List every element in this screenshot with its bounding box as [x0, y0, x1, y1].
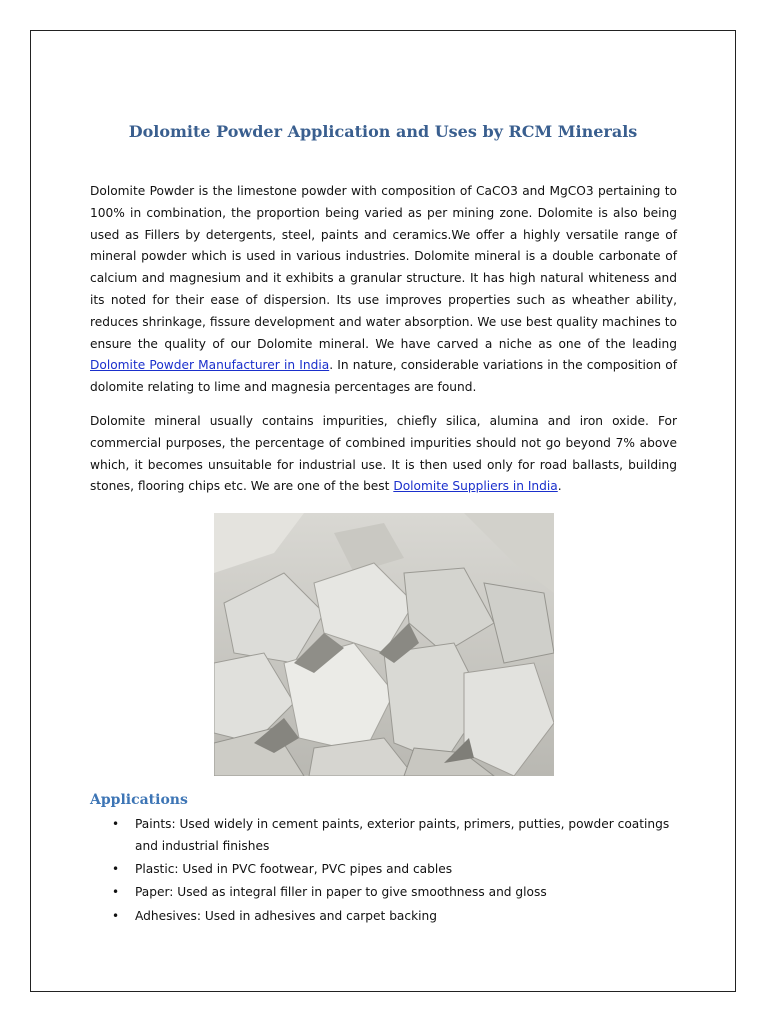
- dolomite-rocks-illustration: [214, 513, 554, 776]
- list-item-text: Adhesives: Used in adhesives and carpet backing: [135, 908, 437, 923]
- list-item: [90, 859, 680, 881]
- impurities-text-start: Dolomite mineral usually contains impurities, chiefly silica, alumina and iron oxide. For commercial purposes, the percentage of combined impurities should not go beyond 7% above which, it becomes unsuitable for industrial use. It is then used only for road ballasts, building stones, flooring chips etc. We are one of the best: [90, 414, 677, 494]
- list-item: [90, 882, 680, 904]
- bullet-icon: •: [112, 908, 120, 923]
- intro-text-start: Dolomite Powder is the limestone powder with composition of CaCO3 and MgCO3 pertaining to 100% in combination, the proportion being varied as per mining zone. Dolomite is also being used as Fillers by detergents, steel, paints and ceramics.We offer a highly versatile range of mineral powder which is used in various industries. Dolomite mineral is a double carbonate of calcium and magnesium and it exhibits a granular structure. It has high natural whiteness and its noted for their ease of dispersion. Its use improves properties such as wheather ability, reduces shrinkage, fissure development and water absorption. We use best quality machines to ensure the quality of our Dolomite mineral. We have carved a niche as one of the leading: [90, 184, 677, 351]
- list-item-text: Paper: Used as integral filler in paper to give smoothness and gloss: [135, 885, 547, 900]
- intro-paragraph: [90, 181, 677, 399]
- bullet-icon: •: [112, 885, 120, 900]
- impurities-text-end: .: [557, 479, 562, 494]
- list-item-text: Paints: Used widely in cement paints, exterior paints, primers, putties, powder coatings and industrial finishes: [135, 817, 670, 853]
- list-item: [90, 814, 680, 858]
- applications-list: [90, 814, 680, 929]
- applications-heading: Applications: [90, 792, 188, 808]
- bullet-icon: •: [112, 862, 120, 877]
- bullet-icon: •: [112, 817, 120, 831]
- page-title: Dolomite Powder Application and Uses by RCM Minerals: [128, 122, 638, 141]
- manufacturer-link[interactable]: Dolomite Powder Manufacturer in India: [90, 358, 330, 373]
- impurities-paragraph: [90, 411, 677, 498]
- list-item: [90, 906, 680, 928]
- list-item-text: Plastic: Used in PVC footwear, PVC pipes and cables: [135, 862, 453, 877]
- dolomite-rocks-photo: [214, 513, 554, 776]
- suppliers-link[interactable]: Dolomite Suppliers in India: [393, 479, 558, 494]
- intro-text-end: . In nature, considerable variations in the composition of dolomite relating to lime and magnesia percentages are found.: [90, 358, 678, 395]
